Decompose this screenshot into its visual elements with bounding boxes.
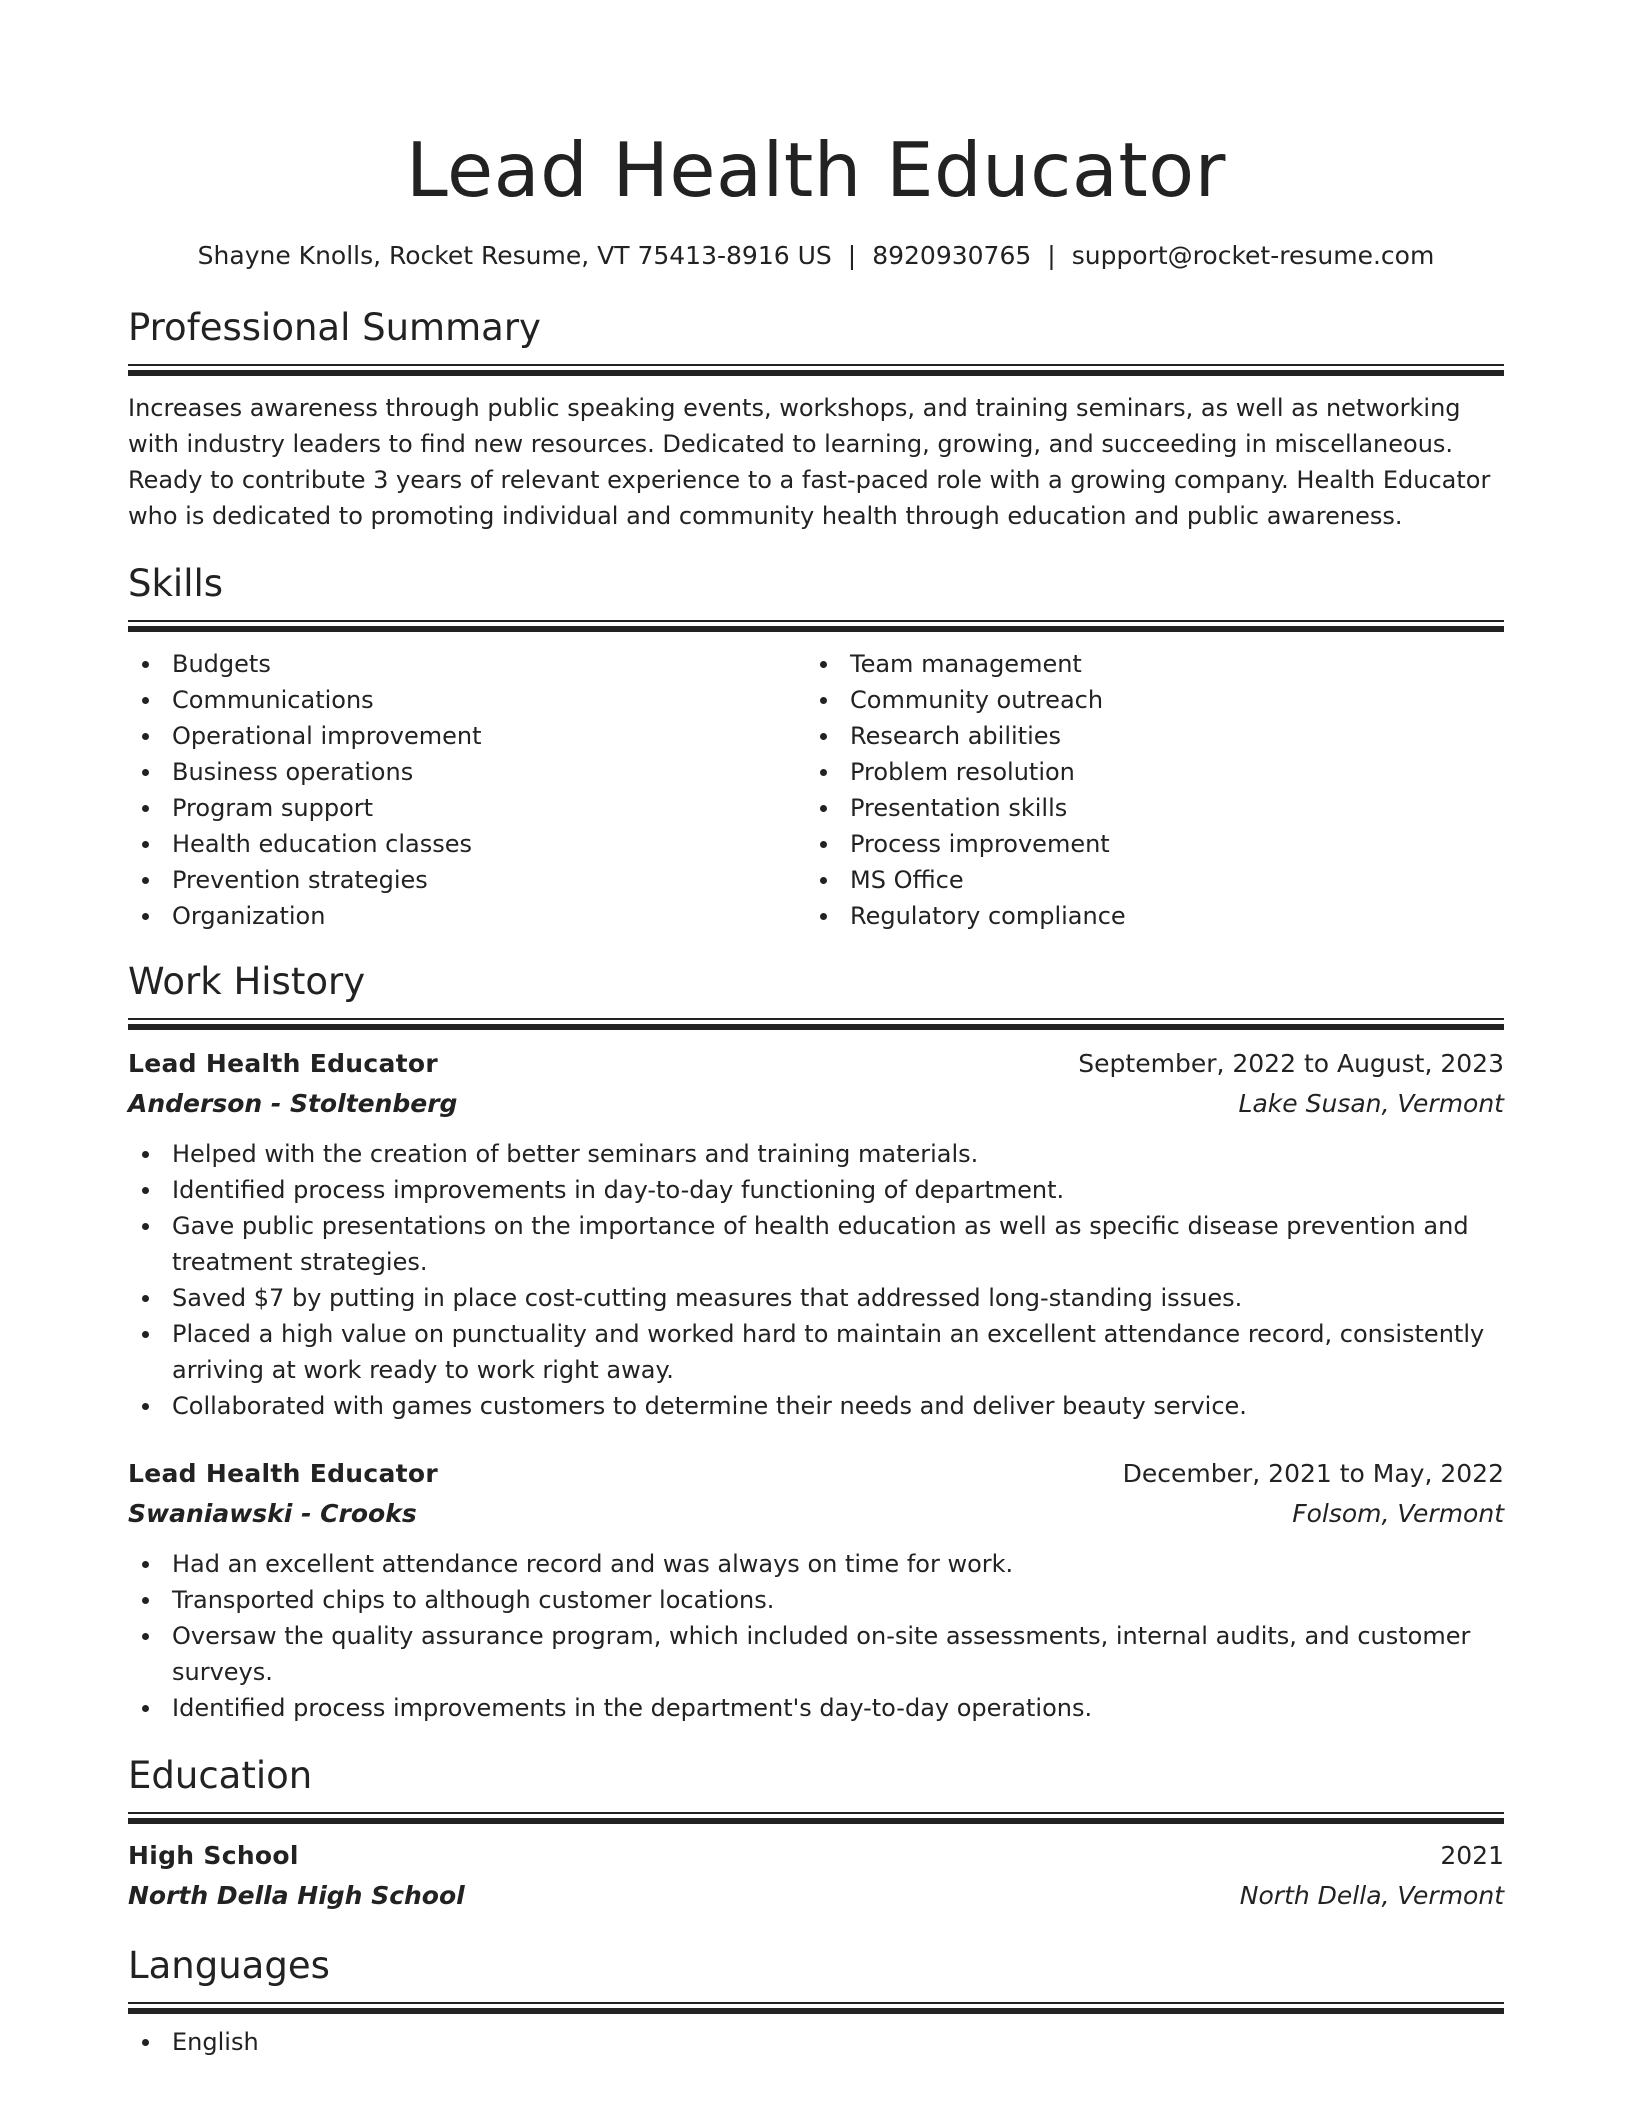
education-year: 2021 xyxy=(1440,1841,1504,1870)
education-heading: Education xyxy=(128,1754,313,1797)
skill-item: Organization xyxy=(128,898,806,934)
job-subheader-row xyxy=(128,1494,1504,1534)
job-bullet: Identified process improvements in day-to-day functioning of department. xyxy=(128,1172,1504,1208)
skill-item: Budgets xyxy=(128,646,806,682)
section-divider xyxy=(128,620,1504,632)
contact-address: Shayne Knolls, Rocket Resume, VT 75413-8916 US xyxy=(197,241,832,270)
skills-column-left xyxy=(128,646,806,934)
job-bullet: Oversaw the quality assurance program, which included on-site assessments, internal audits, and customer surveys. xyxy=(128,1618,1504,1690)
job-bullet: Had an excellent attendance record and was always on time for work. xyxy=(128,1546,1504,1582)
skill-item: Health education classes xyxy=(128,826,806,862)
skills-column-right xyxy=(806,646,1484,934)
skill-item: Operational improvement xyxy=(128,718,806,754)
education-school: North Della High School xyxy=(128,1881,465,1910)
contact-separator: | xyxy=(1047,241,1056,270)
skills-section xyxy=(128,560,1504,934)
skill-item: MS Office xyxy=(806,862,1484,898)
skill-item: Program support xyxy=(128,790,806,826)
job-title: Lead Health Educator xyxy=(128,1459,439,1488)
work-history-section xyxy=(128,958,1504,1726)
language-item: English xyxy=(128,2024,1504,2060)
contact-separator: | xyxy=(847,241,857,270)
job-header-row xyxy=(128,1044,1504,1084)
education-degree: High School xyxy=(128,1841,299,1870)
job-bullet: Collaborated with games customers to determine their needs and deliver beauty service. xyxy=(128,1388,1504,1424)
contact-email: support@rocket-resume.com xyxy=(1071,241,1435,270)
job-company: Swaniawski - Crooks xyxy=(128,1499,417,1528)
summary-heading: Professional Summary xyxy=(128,306,541,349)
job-bullet: Transported chips to although customer locations. xyxy=(128,1582,1504,1618)
skill-item: Communications xyxy=(128,682,806,718)
contact-line xyxy=(128,236,1504,276)
job-dates: September, 2022 to August, 2023 xyxy=(1078,1049,1504,1078)
job-subheader-row xyxy=(128,1084,1504,1124)
skills-grid xyxy=(128,646,1504,934)
summary-section xyxy=(128,304,1504,534)
education-entry xyxy=(128,1836,1504,1916)
skill-item: Presentation skills xyxy=(806,790,1484,826)
resume-title: Lead Health Educator xyxy=(406,126,1226,214)
education-section xyxy=(128,1752,1504,1916)
contact-phone: 8920930765 xyxy=(872,241,1032,270)
section-divider xyxy=(128,364,1504,376)
languages-heading: Languages xyxy=(128,1944,330,1987)
skill-item: Research abilities xyxy=(806,718,1484,754)
skills-heading: Skills xyxy=(128,562,224,605)
education-subheader-row xyxy=(128,1876,1504,1916)
job-bullet: Saved $7 by putting in place cost-cutting measures that addressed long-standing issues. xyxy=(128,1280,1504,1316)
job-header-row xyxy=(128,1454,1504,1494)
job-entry xyxy=(128,1044,1504,1424)
work-history-heading: Work History xyxy=(128,960,366,1003)
section-divider xyxy=(128,1812,1504,1824)
job-location: Folsom, Vermont xyxy=(1292,1499,1504,1528)
section-divider xyxy=(128,2002,1504,2014)
languages-list xyxy=(128,2024,1504,2060)
job-title: Lead Health Educator xyxy=(128,1049,439,1078)
skill-item: Problem resolution xyxy=(806,754,1484,790)
job-entry xyxy=(128,1454,1504,1726)
summary-text: Increases awareness through public speaking events, workshops, and training seminars, as well as networking with industry leaders to find new resources. Dedicated to learning, growing, and succeeding in miscellaneous. Ready to contribute 3 years of relevant experience to a fast-paced role with a growing company. Health Educator who is dedicated to promoting individual and community health through education and public awareness. xyxy=(128,394,1491,530)
job-bullet: Gave public presentations on the importance of health education as well as specific disease prevention and treatment strategies. xyxy=(128,1208,1504,1280)
skill-item: Business operations xyxy=(128,754,806,790)
education-header-row xyxy=(128,1836,1504,1876)
skill-item: Process improvement xyxy=(806,826,1484,862)
job-bullet-list xyxy=(128,1136,1504,1424)
job-location: Lake Susan, Vermont xyxy=(1238,1089,1504,1118)
skill-item: Community outreach xyxy=(806,682,1484,718)
section-divider xyxy=(128,1018,1504,1030)
skill-item: Regulatory compliance xyxy=(806,898,1484,934)
education-location: North Della, Vermont xyxy=(1239,1881,1504,1910)
job-company: Anderson - Stoltenberg xyxy=(128,1089,458,1118)
languages-section xyxy=(128,1942,1504,2060)
job-bullet: Helped with the creation of better seminars and training materials. xyxy=(128,1136,1504,1172)
job-bullet: Placed a high value on punctuality and worked hard to maintain an excellent attendance record, consistently arriving at work ready to work right away. xyxy=(128,1316,1504,1388)
job-bullet: Identified process improvements in the department's day-to-day operations. xyxy=(128,1690,1504,1726)
skill-item: Team management xyxy=(806,646,1484,682)
job-bullet-list xyxy=(128,1546,1504,1726)
job-dates: December, 2021 to May, 2022 xyxy=(1122,1459,1504,1488)
skill-item: Prevention strategies xyxy=(128,862,806,898)
